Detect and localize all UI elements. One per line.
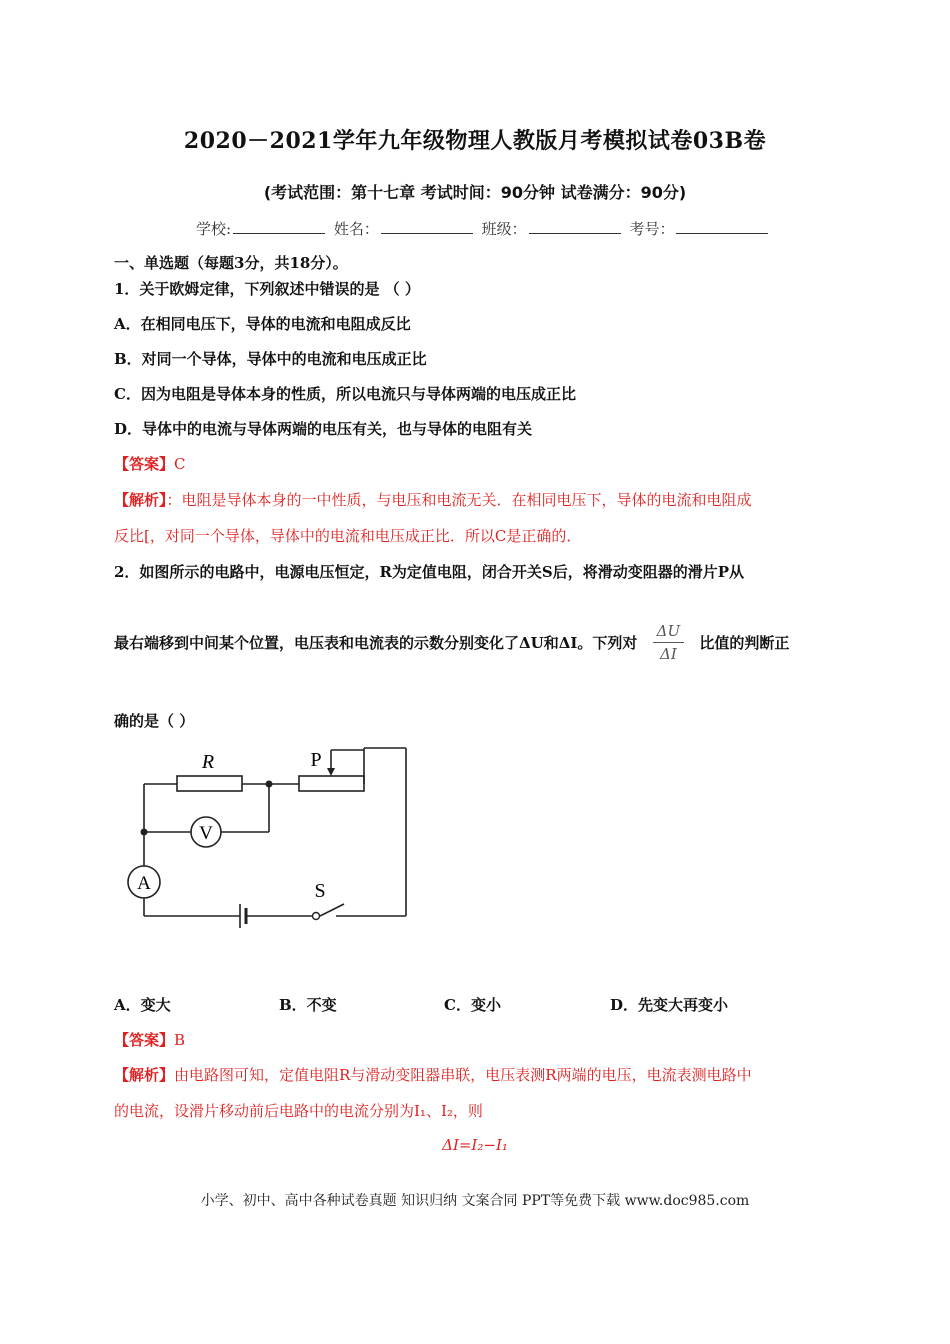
school-blank[interactable]: [233, 219, 325, 234]
q2-equation: ΔI=I₂−I₁: [442, 1136, 508, 1154]
q1-analysis-line1: [114, 489, 752, 510]
q1-stem: 1．关于欧姆定律，下列叙述中错误的是 （ ）: [114, 280, 420, 298]
slider-arrow-head: [327, 768, 335, 776]
switch-blade: [320, 904, 344, 916]
q2-stem-line3: 确的是（ ）: [114, 712, 195, 730]
q1-option-b: B．对同一个导体，导体中的电流和电压成正比: [114, 350, 427, 368]
q1-analysis-line2: 反比[，对同一个导体，导体中的电流和电压成正比．所以C是正确的．: [114, 527, 582, 545]
number-label: 考号：: [629, 220, 675, 238]
answer-label: 【答案】: [114, 1031, 175, 1049]
name-blank[interactable]: [381, 219, 473, 234]
school-label: 学校:: [196, 220, 232, 238]
q2-option-c: C．变小: [444, 996, 501, 1014]
circuit-diagram: [118, 742, 418, 938]
q2-answer: [114, 1029, 185, 1050]
q2-stem-text: 最右端移到中间某个位置，电压表和电流表的示数分别变化了ΔU和ΔI。下列对: [114, 634, 638, 652]
junction-top: [266, 781, 273, 788]
rheostat: [299, 776, 364, 791]
analysis-label: 【解析】: [114, 491, 167, 509]
section-heading: 一、单选题（每题3分，共18分）。: [114, 254, 348, 272]
exam-scope: (考试范围：第十七章 考试时间：90分钟 试卷满分：90分): [263, 183, 687, 202]
q1-answer: [114, 453, 186, 474]
voltmeter-label: V: [199, 823, 213, 844]
answer-label: 【答案】: [114, 455, 175, 473]
switch-contact: [313, 913, 320, 920]
page-footer: 小学、初中、高中各种试卷真题 知识归纳 文案合同 PPT等免费下载 www.doc985.com: [200, 1193, 750, 1209]
q2-option-a: A．变大: [114, 996, 171, 1014]
slider-label: P: [310, 749, 322, 771]
q2-option-b: B．不变: [279, 996, 337, 1014]
name-label: 姓名：: [333, 220, 379, 238]
student-info: [196, 218, 772, 239]
resistor-label: R: [201, 751, 215, 773]
answer-value: B: [174, 1031, 186, 1049]
q1-option-d: D．导体中的电流与导体两端的电压有关，也与导体的电阻有关: [114, 420, 533, 438]
q1-option-a: A．在相同电压下，导体的电流和电阻成反比: [114, 315, 411, 333]
junction-left: [141, 829, 148, 836]
q2-option-d: D．先变大再变小: [610, 996, 729, 1014]
q2-analysis-line2: 的电流，设滑片移动前后电路中的电流分别为I₁、I₂，则: [114, 1102, 483, 1120]
q2-analysis-line1: [114, 1064, 752, 1085]
q1-option-c: C．因为电阻是导体本身的性质，所以电流只与导体两端的电压成正比: [114, 385, 576, 403]
fraction-denominator: ΔI: [659, 645, 677, 663]
class-label: 班级：: [481, 220, 527, 238]
analysis-text: ：电阻是导体本身的一中性质，与电压和电流无关．在相同电压下，导体的电流和电阻成: [166, 491, 752, 509]
resistor-r: [177, 776, 242, 791]
analysis-text: 由电路图可知，定值电阻R与滑动变阻器串联，电压表测R两端的电压，电流表测电路中: [174, 1066, 752, 1084]
fraction-numerator: ΔU: [653, 622, 684, 643]
q2-stem-line1: 2．如图所示的电路中，电源电压恒定，R为定值电阻，闭合开关S后，将滑动变阻器的滑片P从: [114, 563, 745, 581]
number-blank[interactable]: [676, 219, 768, 234]
switch-label: S: [314, 880, 326, 902]
answer-value: C: [174, 455, 186, 473]
class-blank[interactable]: [529, 219, 621, 234]
q2-stem-line2: [114, 622, 789, 663]
analysis-label: 【解析】: [114, 1066, 175, 1084]
ammeter-label: A: [137, 873, 151, 894]
delta-fraction: [653, 622, 684, 663]
page-title: 2020－2021学年九年级物理人教版月考模拟试卷03B卷: [183, 128, 767, 154]
q2-stem-tail: 比值的判断正: [699, 634, 790, 652]
